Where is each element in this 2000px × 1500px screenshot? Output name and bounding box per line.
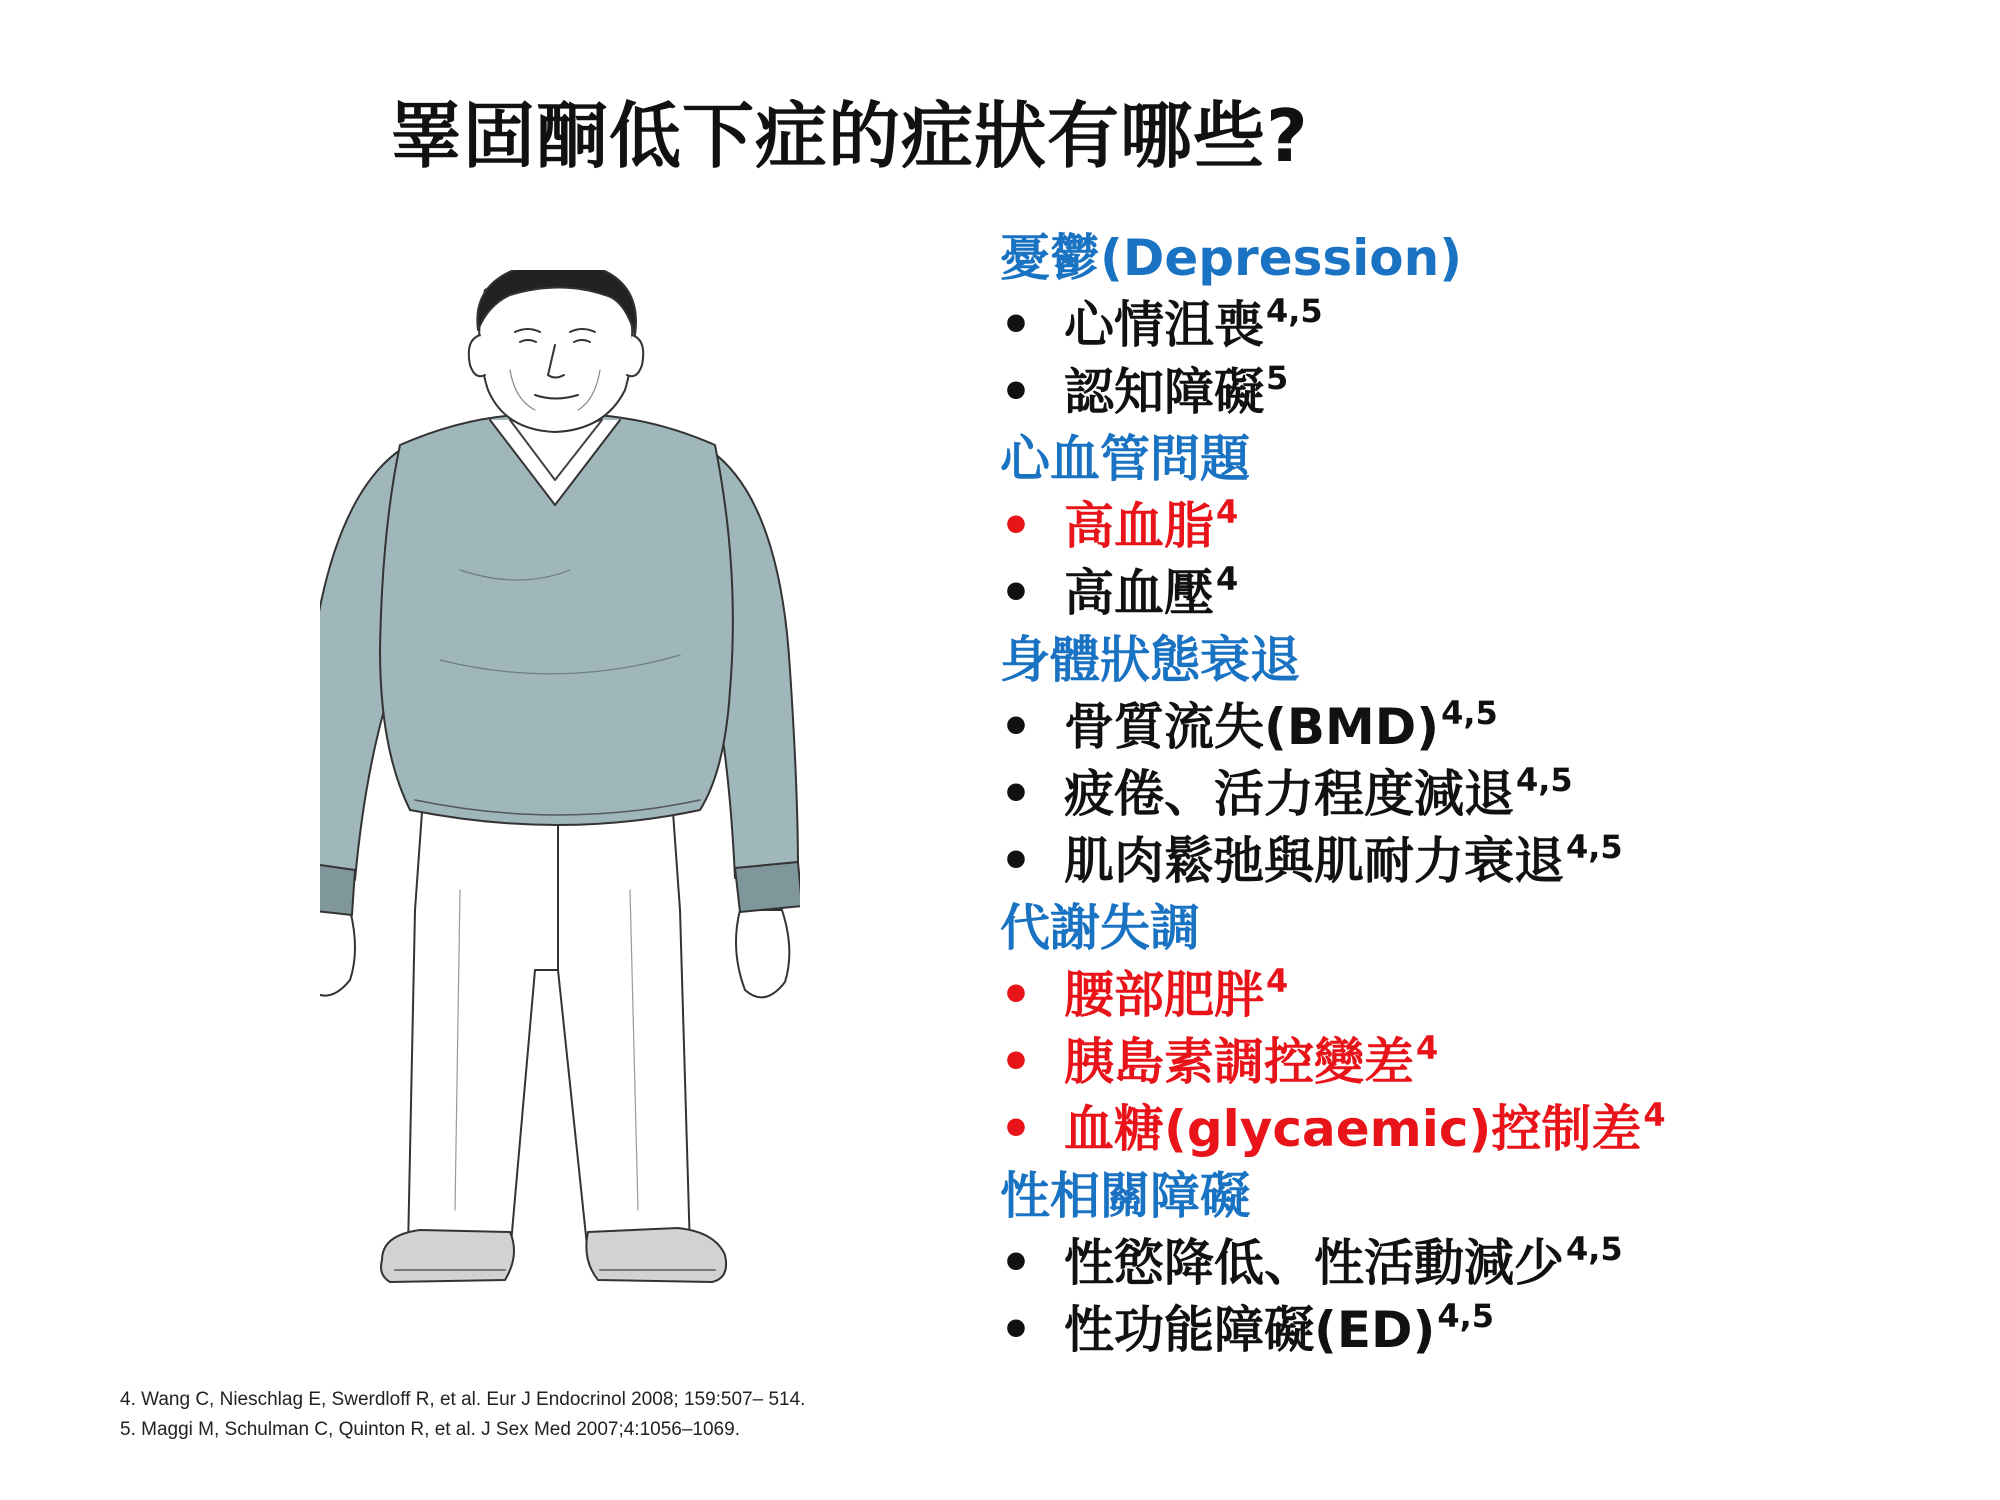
symptom-text: 認知障礙: [1064, 363, 1264, 421]
bullet: •: [1000, 832, 1032, 890]
symptom-text: 心情沮喪: [1064, 296, 1264, 354]
symptom-item-highlighted: [1000, 1029, 1960, 1096]
symptom-item-highlighted: [1000, 493, 1960, 560]
reference-superscript: 4,5: [1437, 1297, 1495, 1335]
symptom-item: [1000, 292, 1960, 359]
bullet: •: [1000, 1234, 1032, 1292]
symptom-text: 腰部肥胖: [1064, 966, 1264, 1024]
symptom-item: [1000, 694, 1960, 761]
bullet: •: [1000, 698, 1032, 756]
symptom-text: 性慾降低、性活動減少: [1064, 1234, 1564, 1292]
symptom-text: 疲倦、活力程度減退: [1064, 765, 1514, 823]
bullet: •: [1000, 296, 1032, 354]
symptom-item: [1000, 828, 1960, 895]
bullet: •: [1000, 564, 1032, 622]
symptom-text: 性功能障礙(ED): [1064, 1301, 1436, 1359]
reference-superscript: 4,5: [1566, 828, 1623, 866]
reference-superscript: 4,5: [1516, 761, 1573, 799]
symptom-item-highlighted: [1000, 962, 1960, 1029]
symptom-text: 肌肉鬆弛與肌耐力衰退: [1064, 832, 1564, 890]
reference-superscript: 5: [1266, 359, 1289, 397]
section-heading-physical-decline: 身體狀態衰退: [1000, 631, 1300, 689]
symptom-text: 高血脂: [1064, 497, 1214, 555]
section-heading-metabolic: 代謝失調: [1000, 899, 1200, 957]
reference-superscript: 4: [1216, 493, 1239, 531]
reference-superscript: 4: [1266, 962, 1289, 1000]
symptom-item: [1000, 1230, 1960, 1297]
bullet: •: [1000, 1033, 1032, 1091]
reference-superscript: 4,5: [1566, 1230, 1623, 1268]
symptom-text: 骨質流失(BMD): [1064, 698, 1440, 756]
symptom-item: [1000, 359, 1960, 426]
symptom-text: 血糖(glycaemic)控制差: [1064, 1100, 1642, 1158]
section-heading-cardiovascular: 心血管問題: [1000, 430, 1250, 488]
reference-superscript: 4: [1216, 560, 1239, 598]
symptom-text: 高血壓: [1064, 564, 1214, 622]
reference-5: 5. Maggi M, Schulman C, Quinton R, et al. J Sex Med 2007;4:1056–1069.: [120, 1419, 740, 1440]
bullet: •: [1000, 966, 1032, 1024]
reference-superscript: 4: [1643, 1096, 1666, 1134]
bullet: •: [1000, 1100, 1032, 1158]
reference-4: 4. Wang C, Nieschlag E, Swerdloff R, et al. Eur J Endocrinol 2008; 159:507– 514.: [120, 1389, 806, 1410]
reference-superscript: 4,5: [1266, 292, 1323, 330]
bullet: •: [1000, 363, 1032, 421]
bullet: •: [1000, 765, 1032, 823]
symptom-item-highlighted: [1000, 1096, 1960, 1163]
symptom-list: [1000, 225, 1960, 1364]
references: [120, 1385, 805, 1445]
overweight-man-illustration: [320, 270, 800, 1310]
symptom-item: [1000, 761, 1960, 828]
reference-superscript: 4: [1416, 1029, 1439, 1067]
slide-title: 睪固酮低下症的症狀有哪些?: [390, 94, 1309, 178]
section-heading-sexual: 性相關障礙: [1000, 1167, 1250, 1225]
symptom-item: [1000, 1297, 1960, 1364]
symptom-text: 胰島素調控變差: [1064, 1033, 1414, 1091]
reference-superscript: 4,5: [1441, 694, 1498, 732]
symptom-item: [1000, 560, 1960, 627]
bullet: •: [1000, 1301, 1032, 1359]
bullet: •: [1000, 497, 1032, 555]
section-heading-depression: 憂鬱(Depression): [1000, 229, 1463, 287]
